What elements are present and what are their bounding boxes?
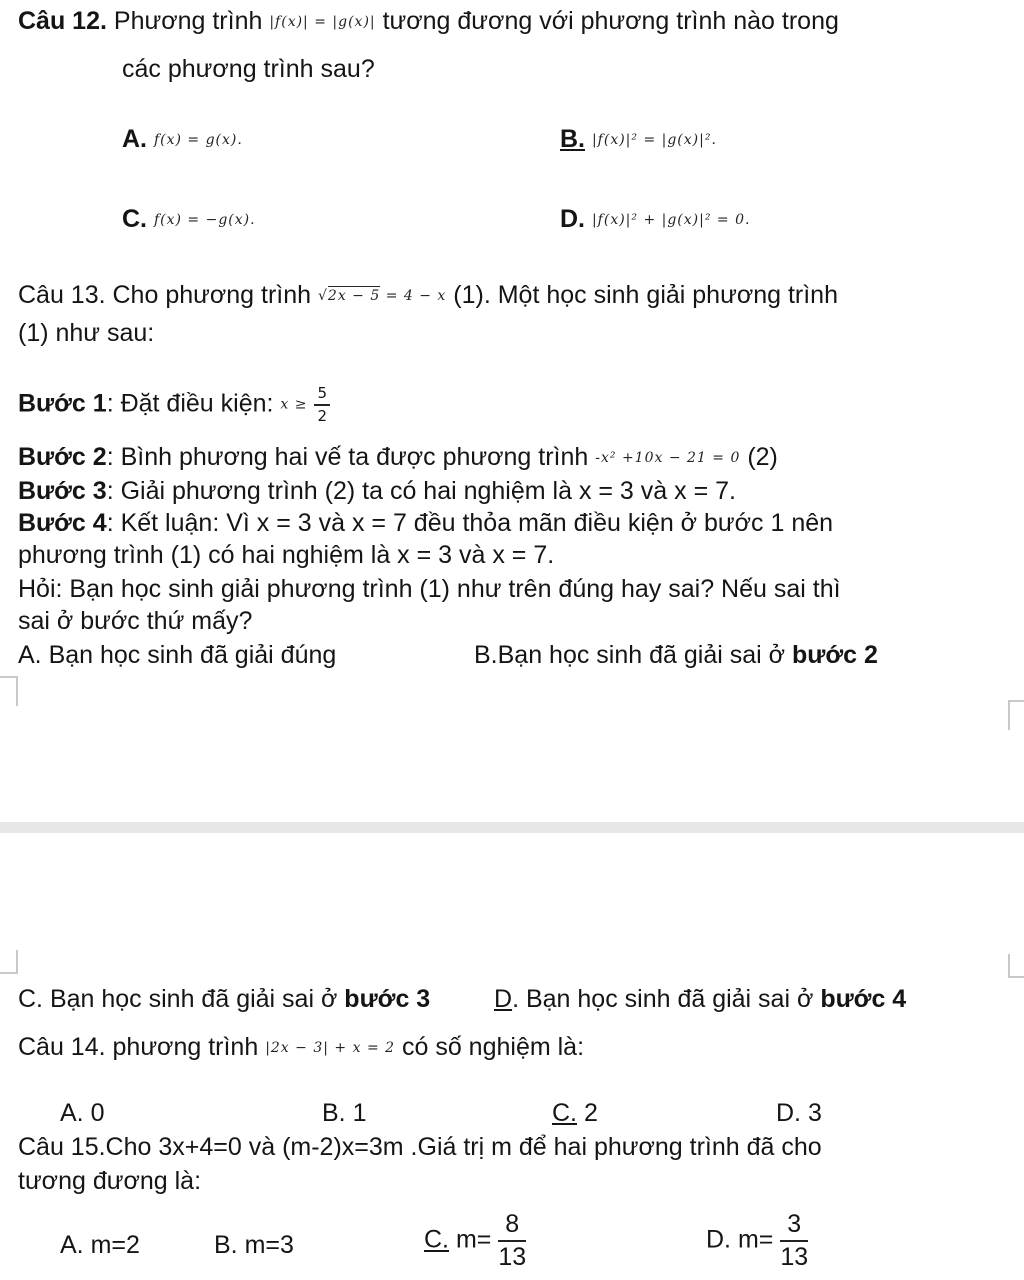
q12-option-a-equation: f(x) = g(x). [153, 131, 243, 148]
q12-text-b: tương đương với phương trình nào trong [382, 7, 839, 35]
q12-option-b[interactable] [560, 124, 717, 154]
q13-option-d-text: . Bạn học sinh đã giải sai ở [512, 985, 821, 1013]
q13-step4-label: Bước 4 [18, 509, 107, 537]
q14-option-a[interactable]: A. 0 [60, 1099, 105, 1127]
q13-step1-eq: x ≥ [280, 396, 308, 413]
q15-option-c-prefix: m= [449, 1225, 492, 1254]
q13-option-d[interactable] [494, 984, 906, 1014]
q12-option-d[interactable] [560, 204, 750, 234]
q13-equation: √2x − 5 = 4 − x [317, 287, 447, 304]
q14-line1 [18, 1032, 584, 1062]
q13-step4-line2: phương trình (1) có hai nghiệm là x = 3 và x = 7. [18, 541, 555, 569]
q13-option-c[interactable] [18, 984, 430, 1014]
q14-option-c-value: 2 [577, 1099, 598, 1127]
q12-text-a: Phương trình [113, 7, 263, 35]
q12-option-b-equation: |f(x)|² = |g(x)|². [591, 131, 717, 148]
q14-option-c-letter: C. [552, 1099, 577, 1127]
fraction-denominator: 13 [780, 1243, 809, 1271]
q12-line1 [18, 6, 839, 36]
q12-option-d-equation: |f(x)|² + |g(x)|² = 0. [591, 211, 751, 228]
q15-option-b[interactable]: B. m=3 [214, 1231, 294, 1259]
page-separator [0, 822, 1024, 833]
q13-step2-eq: -x² +10x − 21 = 0 [595, 449, 741, 466]
q12-equation: |f(x)| = |g(x)| [269, 13, 376, 30]
q13-step2-label: Bước 2 [18, 443, 107, 471]
q13-option-b[interactable] [474, 640, 878, 670]
q13-intro-b: (1). Một học sinh giải phương trình [453, 281, 838, 309]
q13-question-line1: Hỏi: Bạn học sinh giải phương trình (1) như trên đúng hay sai? Nếu sai thì [18, 575, 841, 603]
q13-step2-tail: (2) [747, 443, 778, 471]
q13-step4-text: : Kết luận: Vì x = 3 và x = 7 đều thỏa mãn điều kiện ở bước 1 nên [106, 509, 834, 537]
q15-option-d-fraction [780, 1212, 808, 1270]
q15-option-d[interactable] [706, 1212, 808, 1270]
q14-equation: |2x − 3| + x = 2 [265, 1039, 396, 1056]
q15-option-d-prefix: D. m= [706, 1225, 774, 1254]
q13-line2: (1) như sau: [18, 319, 155, 347]
q12-option-c-label: C. [122, 205, 147, 233]
q12-option-d-label: D. [560, 205, 585, 233]
corner-mark [1008, 700, 1024, 730]
q14-intro-b: có số nghiệm là: [401, 1033, 585, 1061]
q12-option-c-equation: f(x) = −g(x). [153, 211, 256, 228]
q15-option-c-fraction [498, 1212, 526, 1270]
q13-line1 [18, 280, 838, 310]
q14-option-c[interactable] [552, 1098, 598, 1128]
q13-step1 [18, 386, 330, 424]
q12-option-c[interactable] [122, 204, 256, 234]
q13-option-d-letter: D [494, 985, 513, 1013]
q13-step3-text: : Giải phương trình (2) ta có hai nghiệm là x = 3 và x = 7. [106, 477, 736, 505]
q13-step2-text: : Bình phương hai vế ta được phương trình [106, 443, 589, 471]
q12-line2: các phương trình sau? [122, 55, 375, 83]
q12-label: Câu 12. [18, 7, 107, 35]
q15-option-c-letter: C. [424, 1225, 449, 1254]
fraction-numerator: 3 [780, 1212, 808, 1242]
q12-option-b-label: B. [560, 125, 585, 153]
corner-mark [1008, 954, 1024, 978]
q13-step4 [18, 508, 833, 538]
q13-option-d-step: bước 4 [820, 985, 907, 1013]
q13-step2 [18, 442, 778, 472]
q14-option-d[interactable]: D. 3 [776, 1099, 822, 1127]
q15-option-c[interactable] [424, 1212, 526, 1270]
fraction-numerator: 5 [314, 386, 330, 406]
q15-line1: Câu 15.Cho 3x+4=0 và (m-2)x=3m .Giá trị m để hai phương trình đã cho [18, 1133, 822, 1161]
q14-option-b[interactable]: B. 1 [322, 1099, 367, 1127]
q12-option-a[interactable] [122, 124, 243, 154]
corner-mark [0, 950, 18, 974]
q13-step3-label: Bước 3 [18, 477, 107, 505]
fraction-denominator: 13 [498, 1243, 527, 1271]
corner-mark [0, 676, 18, 706]
q13-eq-tail: = 4 − x [385, 287, 447, 304]
q13-step3 [18, 476, 736, 506]
q13-step1-text: : Đặt điều kiện: [106, 389, 274, 418]
fraction-numerator: 8 [498, 1212, 526, 1242]
fraction-denominator: 2 [317, 407, 327, 425]
q13-step1-fraction [314, 386, 330, 424]
q13-option-c-step: bước 3 [344, 985, 431, 1013]
q13-sqrt-inner: 2x − 5 [327, 287, 381, 304]
q15-line2: tương đương là: [18, 1167, 202, 1195]
q14-intro: Câu 14. phương trình [18, 1033, 259, 1061]
q13-option-a[interactable]: A. Bạn học sinh đã giải đúng [18, 641, 337, 669]
q13-question-line2: sai ở bước thứ mấy? [18, 607, 253, 635]
q13-option-b-step: bước 2 [791, 641, 878, 669]
q13-step1-label: Bước 1 [18, 389, 107, 418]
q15-option-a[interactable]: A. m=2 [60, 1231, 140, 1259]
q13-option-c-text: C. Bạn học sinh đã giải sai ở [18, 985, 345, 1013]
q13-option-b-text: B.Bạn học sinh đã giải sai ở [474, 641, 792, 669]
q12-option-a-label: A. [122, 125, 147, 153]
q13-intro: Câu 13. Cho phương trình [18, 281, 312, 309]
